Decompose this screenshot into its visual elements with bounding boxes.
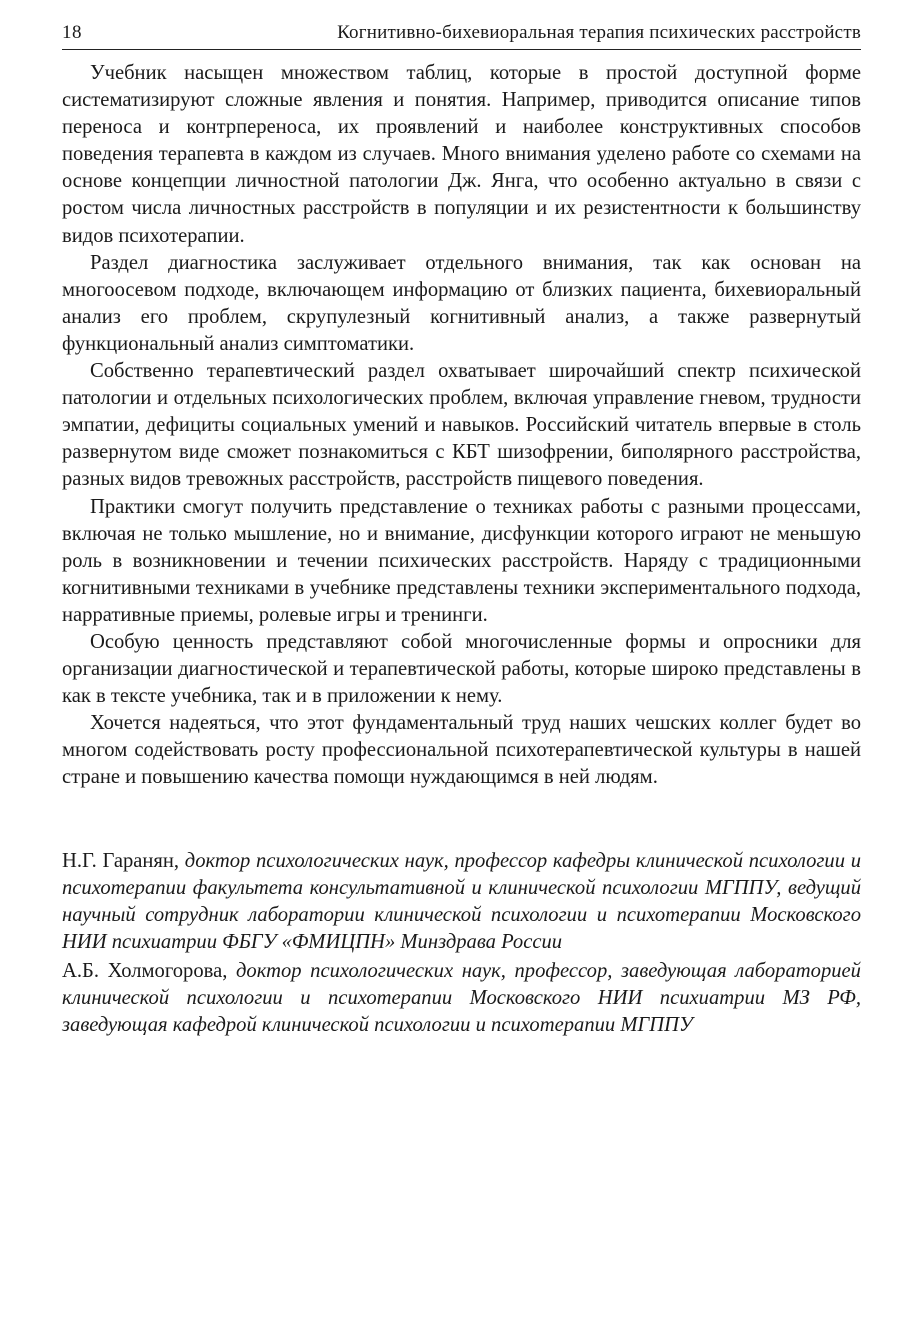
paragraph: Практики смогут получить представление о техниках работы с разными процессами, включая не только мышление, но и внимание, дисфункции которого играют не меньшую роль в возникновении и течении психических расстройств. Наряду с традиционными когнитивными техниками в учебнике представлены техники экспериментального подхода, нарративные приемы, ролевые игры и тренинги. — [62, 495, 861, 626]
signature-name: А.Б. Холмогорова, — [62, 959, 228, 982]
signatures — [62, 848, 861, 1040]
running-head — [62, 22, 861, 50]
page-number: 18 — [62, 22, 82, 43]
signature-kholmogorova — [62, 958, 861, 1039]
paragraph: Особую ценность представляют собой многочисленные формы и опросники для организации диагностической и терапевтической работы, которые широко представлены в как в тексте учебника, так и в приложении к нему. — [62, 630, 861, 708]
signature-role: доктор психологических наук, профессор, заведующая лабораторией клинической психологии и психотерапии Московского НИИ психиатрии МЗ РФ, заведующая кафедрой клинической психологии и психотерапии МГППУ — [62, 959, 861, 1037]
signature-role: доктор психологических наук, профессор кафедры клинической психологии и психотерапии факультета консультативной и клинической психологии МГППУ, ведущий научный сотрудник лаборатории клинической психологии и психотерапии Московского НИИ психиатрии ФБГУ «ФМИЦПН» Минздрава России — [62, 849, 861, 953]
signature-garanyan — [62, 848, 861, 956]
running-title: Когнитивно-бихевиоральная терапия психических расстройств — [337, 22, 861, 43]
paragraph: Учебник насыщен множеством таблиц, которые в простой доступной форме систематизируют сложные явления и понятия. Например, приводится описание типов переноса и контрпереноса, их проявлений и наиболее конструктивных способов поведения терапевта в каждом из случаев. Много внимания уделено работе со схемами на основе концепции личностной патологии Дж. Янга, что особенно актуально в связи с ростом числа личностных расстройств в популяции и их резистентности к большинству видов психотерапии. — [62, 62, 861, 247]
paragraph: Раздел диагностика заслуживает отдельного внимания, так как основан на многоосевом подходе, включающем информацию от близких пациента, бихевиоральный анализ его проблем, скрупулезный когнитивный анализ, а также развернутый функциональный анализ симптоматики. — [62, 251, 861, 355]
paragraph: Собственно терапевтический раздел охватывает широчайший спектр психической патологии и отдельных психологических проблем, включая управление гневом, трудности эмпатии, дефициты социальных умений и навыков. Российский читатель впервые в столь развернутом виде сможет познакомиться с КБТ шизофрении, биполярного расстройства, разных видов тревожных расстройств, расстройств пищевого поведения. — [62, 360, 861, 491]
body-text — [62, 60, 861, 792]
signature-name: Н.Г. Гаранян, — [62, 849, 180, 872]
paragraph: Хочется надеяться, что этот фундаментальный труд наших чешских коллег будет во многом содействовать росту профессиональной психотерапевтической культуры в нашей стране и повышению качества помощи нуждающимся в ней людям. — [62, 712, 861, 789]
